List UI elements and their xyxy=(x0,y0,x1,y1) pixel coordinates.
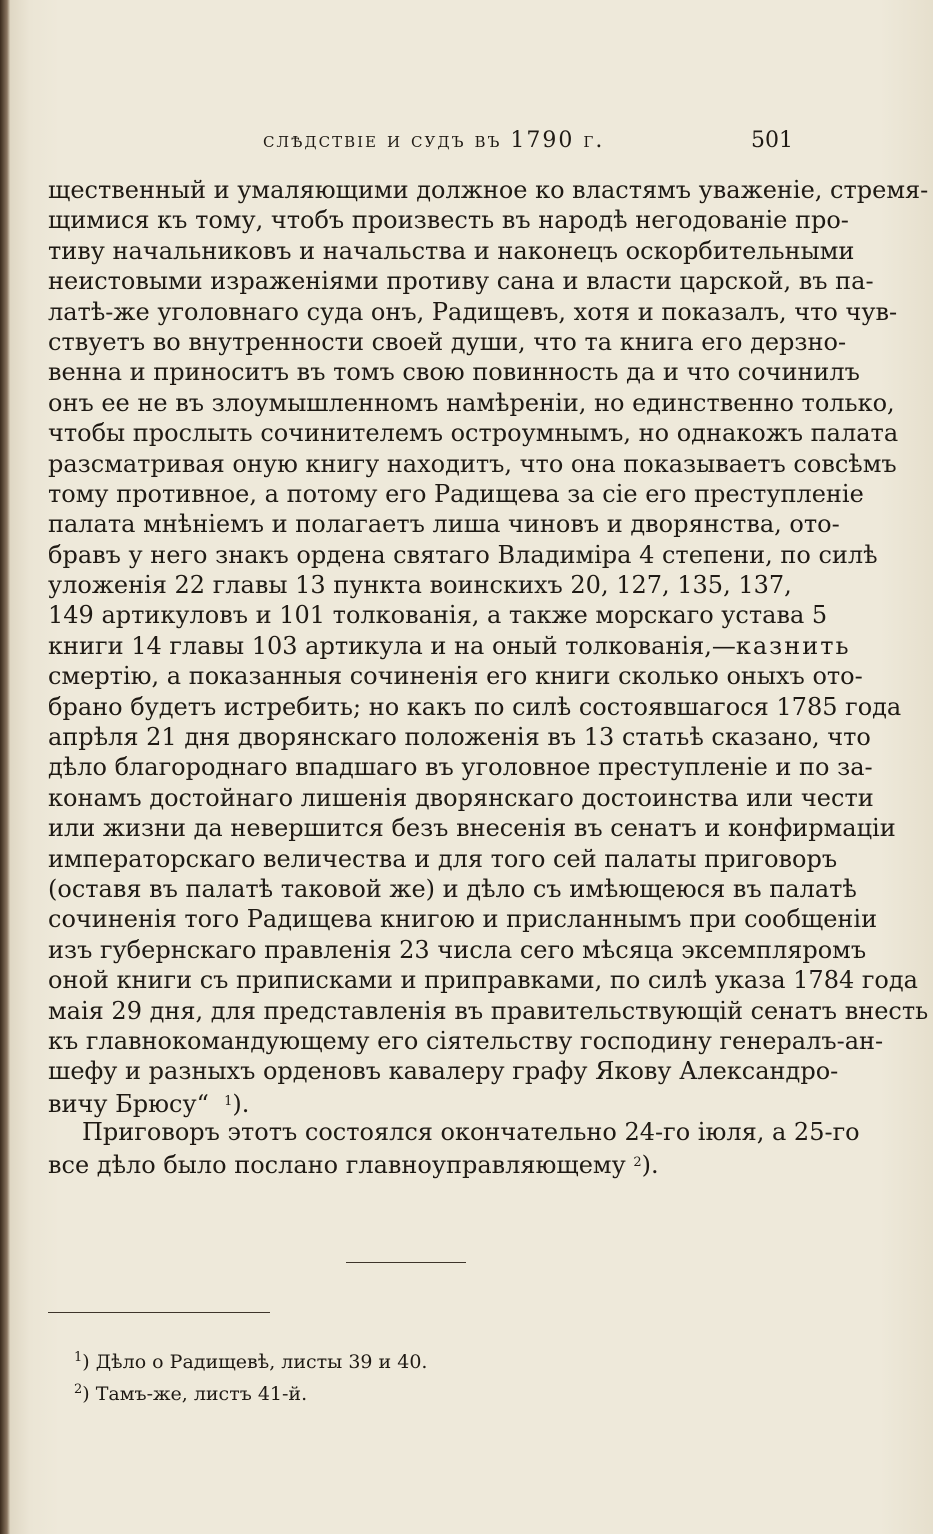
text-line: неистовыми израженіями противу сана и власти царской, въ па- xyxy=(48,267,874,296)
text-line: изъ губернскаго правленія 23 числа сего мѣсяца эксемпляромъ xyxy=(48,935,867,964)
text-line: латѣ-же уголовнаго суда онъ, Радищевъ, хотя и показалъ, что чув- xyxy=(48,297,898,326)
footnote-marker: 2 xyxy=(74,1382,83,1397)
running-title: слѣдствіе и судъ въ 1790 г. xyxy=(263,128,605,153)
text-line: щественный и умаляющими должное ко властямъ уваженіе, стремя- xyxy=(48,176,929,204)
text-line: апрѣля 21 дня дворянскаго положенія въ 13 статьѣ сказано, что xyxy=(48,723,871,752)
text-segment: ). xyxy=(232,1089,250,1118)
text-line: дѣло благороднаго впадшаго въ уголовное преступленіе и по за- xyxy=(48,753,873,782)
paragraph-2-line: Приговоръ этотъ состоялся окончательно 24-го іюля, а 25-го xyxy=(82,1118,860,1147)
footnote-marker: 1 xyxy=(74,1350,83,1365)
text-line: смертію, а показанныя сочиненія его книги сколько оныхъ ото- xyxy=(48,662,863,691)
footnote xyxy=(74,1376,674,1408)
text-segment: все дѣло было послано главноуправляющему xyxy=(48,1150,626,1179)
text-line: оной книги съ приписками и приправками, по силѣ указа 1784 года xyxy=(48,966,918,995)
page-number: 501 xyxy=(751,128,793,153)
text-segment: книги 14 главы 103 артикула и на оный толкованія,— xyxy=(48,631,736,660)
text-line: шефу и разныхъ орденовъ кавалеру графу Якову Александро- xyxy=(48,1057,839,1086)
text-line: маія 29 дня, для представленія въ правительствующій сенатъ внесть xyxy=(48,996,929,1025)
section-divider xyxy=(346,1262,466,1263)
text-line: (оставя въ палатѣ таковой же) и дѣло съ имѣющеюся въ палатѣ xyxy=(48,874,857,903)
footnotes xyxy=(74,1344,674,1408)
text-line: императорскаго величества и для того сей палаты приговоръ xyxy=(48,844,838,873)
text-line: брано будетъ истребить; но какъ по силѣ состоявшагося 1785 года xyxy=(48,692,902,721)
text-line: венна и приноситъ въ томъ свою повинность да и что сочинилъ xyxy=(48,358,860,387)
text-line: 149 артикуловъ и 101 толкованія, а также морскаго устава 5 xyxy=(48,601,828,630)
text-line: или жизни да невершится безъ внесенія въ сенатъ и конфирмаціи xyxy=(48,814,896,843)
footnote-text: ) Дѣло о Радищевѣ, листы 39 и 40. xyxy=(82,1351,428,1373)
text-line: щимися къ тому, чтобъ произвесть въ народѣ негодованіе про- xyxy=(48,206,849,235)
text-line: онъ ее не въ злоумышленномъ намѣреніи, но единственно только, xyxy=(48,388,895,417)
text-line: палата мнѣніемъ и полагаетъ лиша чиновъ и дворянства, ото- xyxy=(48,510,840,539)
spaced-emphasis-word: казнить xyxy=(735,631,851,660)
text-line: тиву начальниковъ и начальства и наконецъ оскорбительными xyxy=(48,236,855,265)
text-line: ствуетъ во внутренности своей души, что та книга его дерзно- xyxy=(48,327,847,356)
text-line: бравъ у него знакъ ордена святаго Владиміра 4 степени, по силѣ xyxy=(48,540,878,569)
text-line: чтобы прослыть сочинителемъ остроумнымъ, но однакожъ палата xyxy=(48,419,899,448)
text-line-with-spaced-word xyxy=(48,631,851,661)
text-line: разсматривая оную книгу находитъ, что она показываетъ совсѣмъ xyxy=(48,449,897,478)
footnote-text: ) Тамъ-же, листъ 41-й. xyxy=(82,1383,308,1405)
text-line: уложенія 22 главы 13 пункта воинскихъ 20, 127, 135, 137, xyxy=(48,571,792,600)
book-spine-shadow xyxy=(0,0,10,1534)
text-line: къ главнокомандующему его сіятельству господину генералъ-ан- xyxy=(48,1026,884,1055)
text-line-closing xyxy=(48,1087,784,1117)
text-segment: вичу Брюсу“ xyxy=(48,1089,209,1118)
footnote xyxy=(74,1344,674,1376)
footnote-divider xyxy=(48,1312,270,1313)
running-header xyxy=(48,128,793,160)
paragraph-2-last-line xyxy=(48,1148,784,1178)
footnote-ref: 2 xyxy=(633,1154,642,1170)
text-line: тому противное, а потому его Радищева за сіе его преступленіе xyxy=(48,479,864,508)
text-line: конамъ достойнаго лишенія дворянскаго достоинства или чести xyxy=(48,783,874,812)
footnote-ref: 1 xyxy=(224,1093,233,1109)
text-segment: ). xyxy=(641,1150,659,1179)
main-text xyxy=(48,175,929,1179)
text-line: сочиненія того Радищева книгою и присланнымъ при сообщеніи xyxy=(48,905,878,934)
